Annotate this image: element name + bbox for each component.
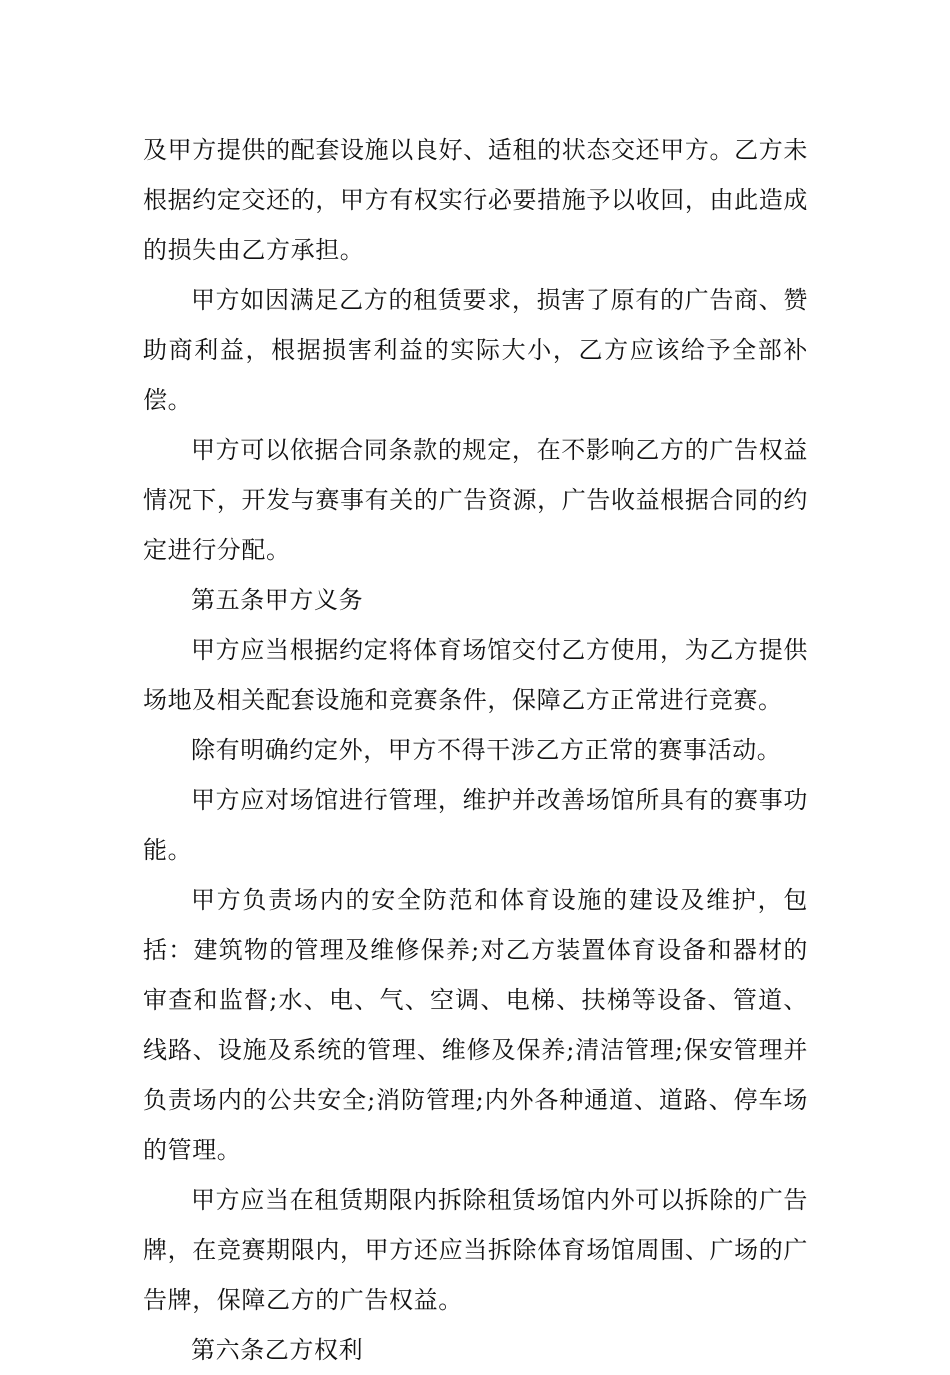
section-heading-article-5: 第五条甲方义务 xyxy=(191,586,364,614)
paragraph-sponsor-compensation: 甲方如因满足乙方的租赁要求，损害了原有的广告商、赞助商利益，根据损害利益的实际大小，乙方应该给予全部补偿。 xyxy=(143,286,808,414)
paragraph-safety-maintenance: 甲方负责场内的安全防范和体育设施的建设及维护，包括：建筑物的管理及维修保养;对乙方装置体育设备和器材的审查和监督;水、电、气、空调、电梯、扶梯等设备、管道、线路、设施及系统的管理、维修及保养;清洁管理;保安管理并负责场内的公共安全;消防管理;内外各种通道、道路、停车场的管理。 xyxy=(143,886,808,1164)
paragraph-venue-management: 甲方应对场馆进行管理，维护并改善场馆所具有的赛事功能。 xyxy=(143,786,808,864)
paragraph-return-facilities: 及甲方提供的配套设施以良好、适租的状态交还甲方。乙方未根据约定交还的，甲方有权实行必要措施予以收回，由此造成的损失由乙方承担。 xyxy=(143,136,808,264)
paragraph-ad-resources: 甲方可以依据合同条款的规定，在不影响乙方的广告权益情况下，开发与赛事有关的广告资源，广告收益根据合同的约定进行分配。 xyxy=(143,436,808,564)
paragraph-no-interference: 除有明确约定外，甲方不得干涉乙方正常的赛事活动。 xyxy=(191,736,782,764)
section-heading-article-6: 第六条乙方权利 xyxy=(191,1336,364,1364)
paragraph-remove-billboards: 甲方应当在租赁期限内拆除租赁场馆内外可以拆除的广告牌，在竞赛期限内，甲方还应当拆除体育场馆周围、广场的广告牌，保障乙方的广告权益。 xyxy=(143,1186,808,1314)
document-body xyxy=(143,125,808,1375)
paragraph-deliver-venue: 甲方应当根据约定将体育场馆交付乙方使用，为乙方提供场地及相关配套设施和竞赛条件，保障乙方正常进行竞赛。 xyxy=(143,636,808,714)
